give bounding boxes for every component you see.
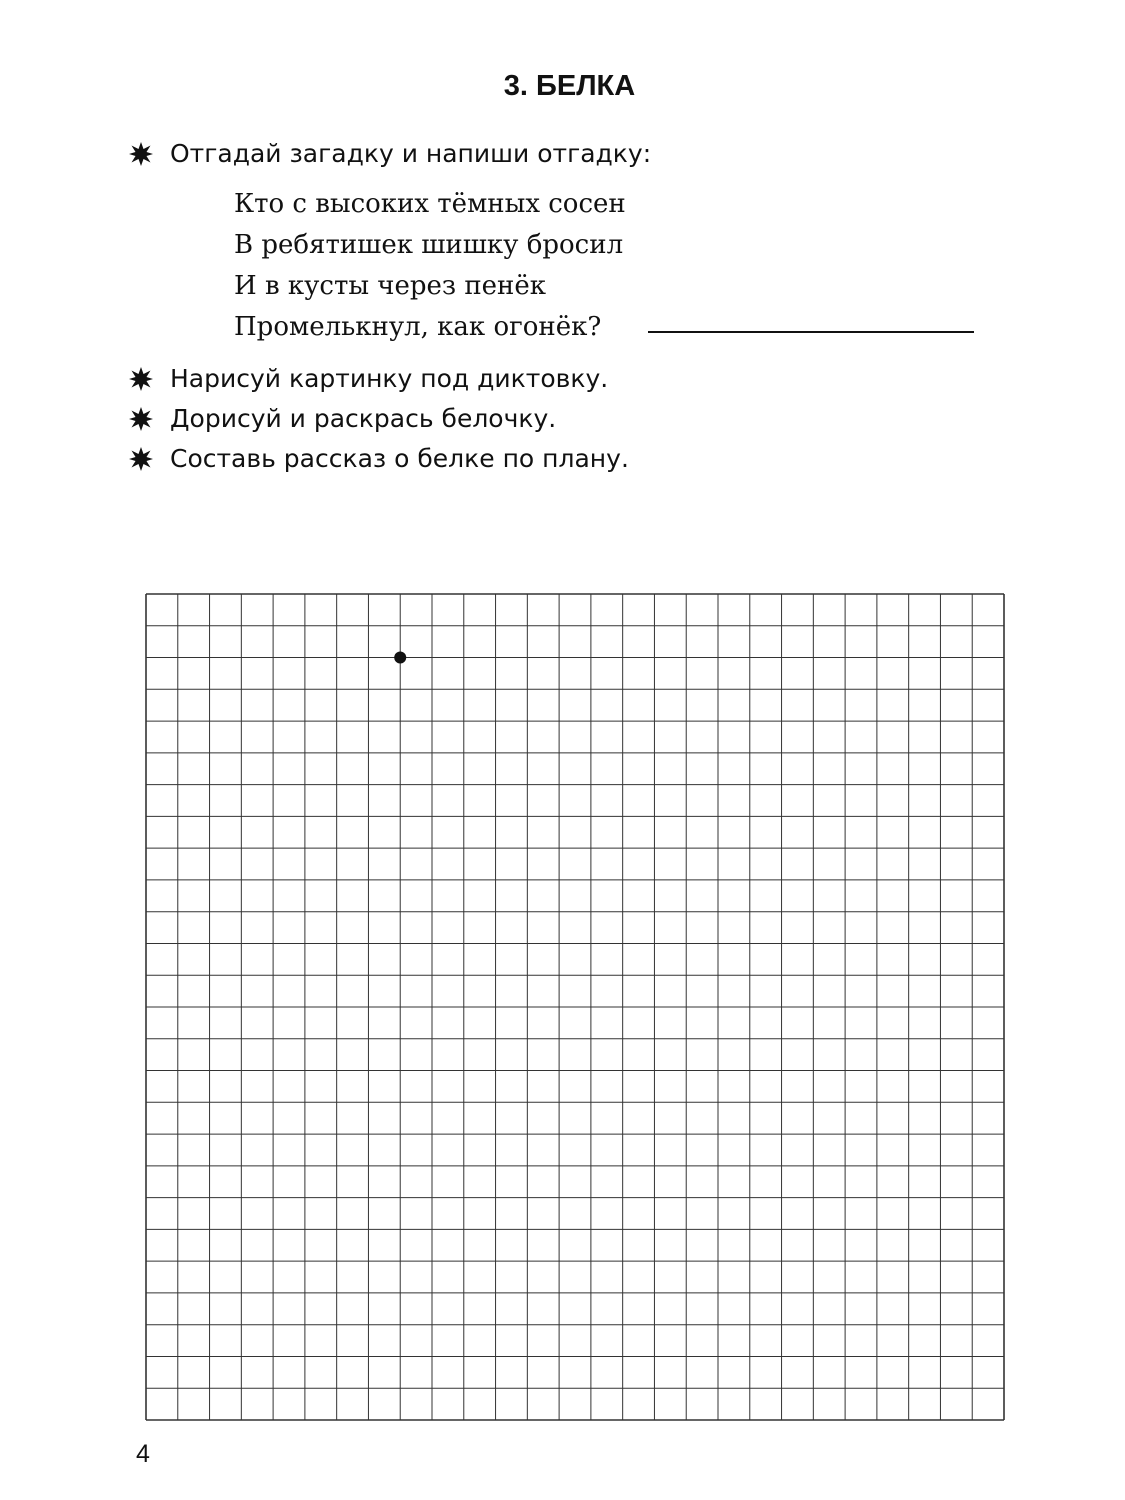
star-bullet-icon [128,406,154,432]
page-number: 4 [136,1440,150,1468]
task-riddle [128,138,651,170]
riddle-line-4: Промелькнул, как огонёк? [234,312,602,342]
star-bullet-icon [128,366,154,392]
task-story-text: Составь рассказ о белке по плану. [170,444,629,473]
task-story [128,443,629,475]
task-finish-drawing [128,403,556,435]
star-bullet-icon [128,141,154,167]
task-finish-drawing-text: Дорисуй и раскрась белочку. [170,404,557,433]
riddle-line-2: В ребятишек шишку бросил [234,230,624,260]
task-riddle-text: Отгадай загадку и напиши отгадку: [170,139,652,168]
star-bullet-icon [128,446,154,472]
grid-start-dot [394,652,406,664]
grid-svg[interactable] [145,593,1005,1421]
page-title: 3. БЕЛКА [503,70,636,102]
task-draw-dictation-text: Нарисуй картинку под диктовку. [170,364,609,393]
riddle-line-1: Кто с высоких тёмных сосен [234,189,626,219]
drawing-grid[interactable] [145,593,1005,1421]
task-draw-dictation [128,363,608,395]
riddle-line-3: И в кусты через пенёк [234,271,547,301]
answer-line[interactable] [648,331,974,333]
